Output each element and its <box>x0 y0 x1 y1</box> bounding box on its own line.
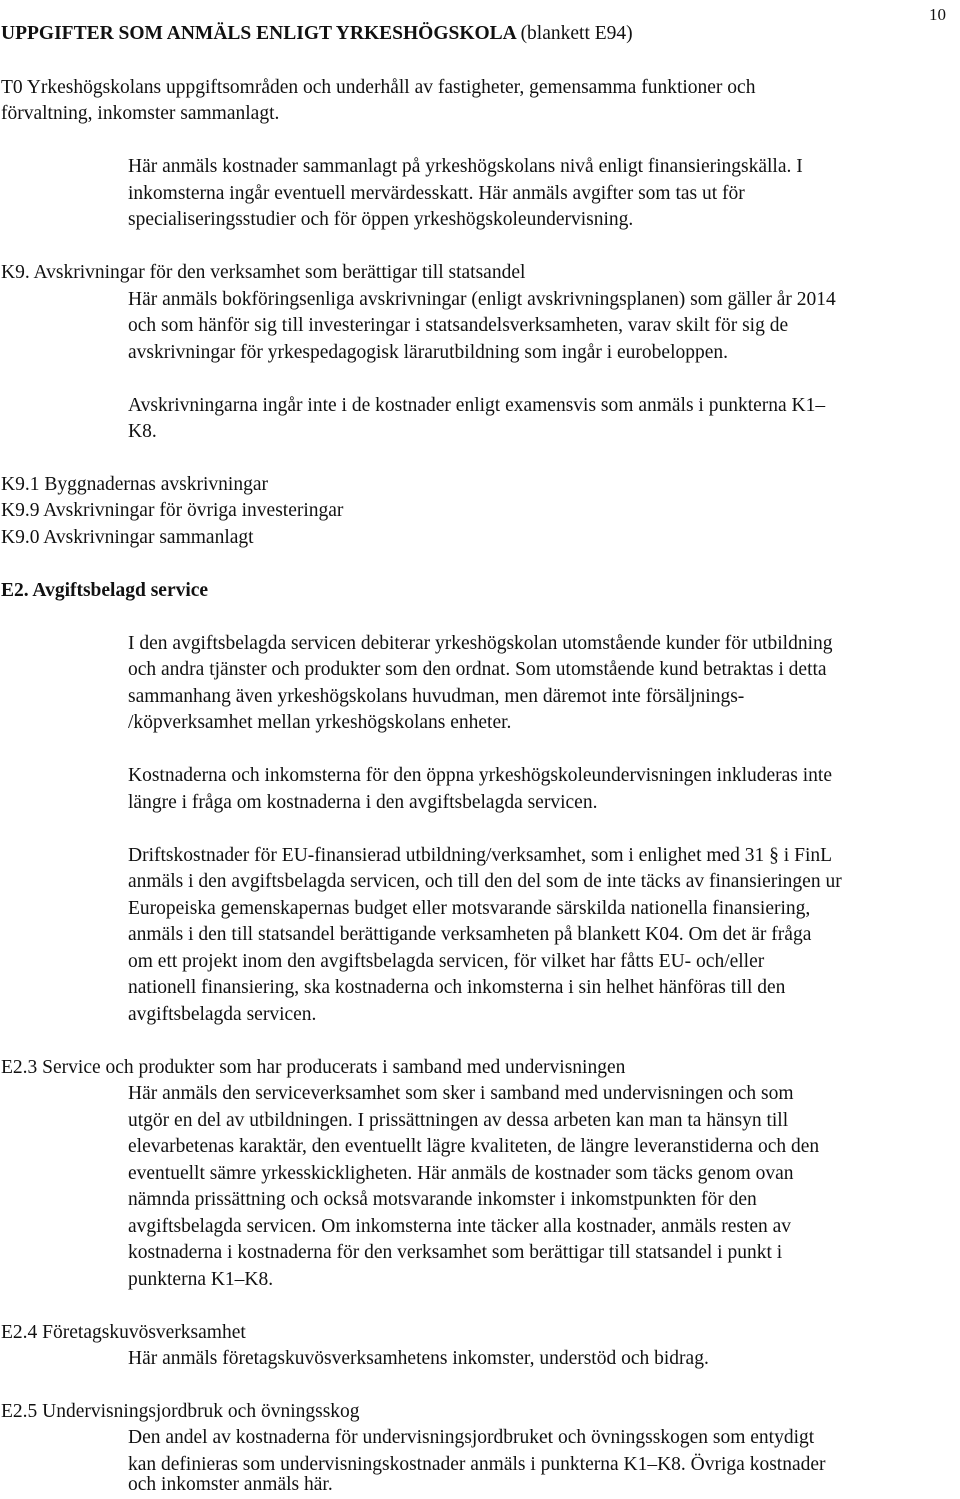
k9-para1-line-2: och som hänför sig till investeringar i statsandelsverksamheten, varav skilt för sig de <box>128 315 789 336</box>
k9-item-3: K9.0 Avskrivningar sammanlagt <box>1 527 254 548</box>
e23-body-line-8: punkterna K1–K8. <box>128 1269 274 1290</box>
e2-para3-line-3: Europeiska gemenskapernas budget eller motsvarande särskilda nationella finansiering, <box>128 898 811 919</box>
e2-para2-line-1: Kostnaderna och inkomsterna för den öppna yrkeshögskoleundervisningen inkluderas inte <box>128 765 832 786</box>
t0-body-line-3: specialiseringsstudier och för öppen yrkeshögskoleundervisning. <box>128 209 634 230</box>
e2-para2-line-2: längre i fråga om kostnaderna i den avgiftsbelagda servicen. <box>128 792 598 813</box>
form-number: (blankett E94) <box>520 23 633 44</box>
e2-para1-line-2: och andra tjänster och produkter som den ordnat. Som utomstående kund betraktas i detta <box>128 659 827 680</box>
e2-para3-line-7: avgiftsbelagda servicen. <box>128 1004 317 1025</box>
k9-para1-line-1: Här anmäls bokföringsenliga avskrivningar (enligt avskrivningsplanen) som gäller år 2014 <box>128 289 836 310</box>
e24-heading: E2.4 Företagskuvösverksamhet <box>1 1322 246 1343</box>
e2-para3-line-2: anmäls i den avgiftsbelagda servicen, och till den del som de inte täcks av finansieringen ur <box>128 871 842 892</box>
page-number: 10 <box>929 5 946 24</box>
e23-body-line-6: avgiftsbelagda servicen. Om inkomsterna inte täcker alla kostnader, anmäls resten av <box>128 1216 792 1237</box>
e23-body-line-7: kostnaderna i kostnaderna för den verksamhet som berättigar till statsandel i punkt i <box>128 1242 783 1263</box>
e25-body-line-2: kan definieras som undervisningskostnader anmäls i punkterna K1–K8. Övriga kostnader <box>128 1454 826 1475</box>
e23-body-line-4: eventuellt sämre yrkesskickligheten. Här anmäls de kostnader som täcks genom ovan <box>128 1163 794 1184</box>
e2-para3-line-6: nationell finansiering, ska kostnaderna och inkomsterna i sin helhet hänföras till den <box>128 977 786 998</box>
k9-item-1: K9.1 Byggnadernas avskrivningar <box>1 474 268 495</box>
e23-body-line-1: Här anmäls den serviceverksamhet som sker i samband med undervisningen och som <box>128 1083 794 1104</box>
e2-para3-line-1: Driftskostnader för EU-finansierad utbildning/verksamhet, som i enlighet med 31 § i FinL <box>128 845 833 866</box>
k9-para2-line-2: K8. <box>128 421 157 442</box>
e2-para1-line-1: I den avgiftsbelagda servicen debiterar yrkeshögskolan utomstående kunder för utbildning <box>128 633 833 654</box>
k9-para1-line-3: avskrivningar för yrkespedagogisk lärarutbildning som ingår i eurobeloppen. <box>128 342 729 363</box>
e2-para1-line-4: /köpverksamhet mellan yrkeshögskolans enheter. <box>128 712 512 733</box>
e25-body-line-1: Den andel av kostnaderna för undervisningsjordbruket och övningsskogen som entydigt <box>128 1427 815 1448</box>
k9-item-2: K9.9 Avskrivningar för övriga investeringar <box>1 500 344 521</box>
e23-heading: E2.3 Service och produkter som har producerats i samband med undervisningen <box>1 1057 626 1078</box>
e23-body-line-3: elevarbetenas karaktär, den eventuellt lägre kvaliteten, de längre leveranstiderna och den <box>128 1136 820 1157</box>
t0-body-line-2: inkomsterna ingår eventuell mervärdesskatt. Här anmäls avgifter som tas ut för <box>128 183 745 204</box>
t0-title-line-1: T0 Yrkeshögskolans uppgiftsområden och underhåll av fastigheter, gemensamma funktioner och <box>1 77 756 98</box>
k9-para2-line-1: Avskrivningarna ingår inte i de kostnader enligt examensvis som anmäls i punkterna K1– <box>128 395 826 416</box>
header-title: UPPGIFTER SOM ANMÄLS ENLIGT YRKESHÖGSKOLA <box>1 23 516 44</box>
k9-heading: K9. Avskrivningar för den verksamhet som berättigar till statsandel <box>1 262 526 283</box>
e23-body-line-2: utgör en del av utbildningen. I prissättningen av dessa arbeten kan man ta hänsyn till <box>128 1110 789 1131</box>
e25-heading: E2.5 Undervisningsjordbruk och övningsskog <box>1 1401 360 1422</box>
e2-para3-line-5: om ett projekt inom den avgiftsbelagda servicen, för vilket har fåtts EU- och/eller <box>128 951 765 972</box>
t0-title-line-2: förvaltning, inkomster sammanlagt. <box>1 103 280 124</box>
e25-body-line-3: och inkomster anmäls här. <box>128 1474 333 1495</box>
e2-heading: E2. Avgiftsbelagd service <box>1 580 209 601</box>
e24-body-line-1: Här anmäls företagskuvösverksamhetens inkomster, understöd och bidrag. <box>128 1348 709 1369</box>
e2-para1-line-3: sammanhang även yrkeshögskolans huvudman, men däremot inte försäljnings- <box>128 686 745 707</box>
t0-body-line-1: Här anmäls kostnader sammanlagt på yrkeshögskolans nivå enligt finansieringskälla. I <box>128 156 803 177</box>
e23-body-line-5: nämnda prissättning och också motsvarande inkomster i inkomstpunkten för den <box>128 1189 757 1210</box>
page-header <box>1 21 633 48</box>
e2-para3-line-4: anmäls i den till statsandel berättigande verksamheten på blankett K04. Om det är fråga <box>128 924 812 945</box>
